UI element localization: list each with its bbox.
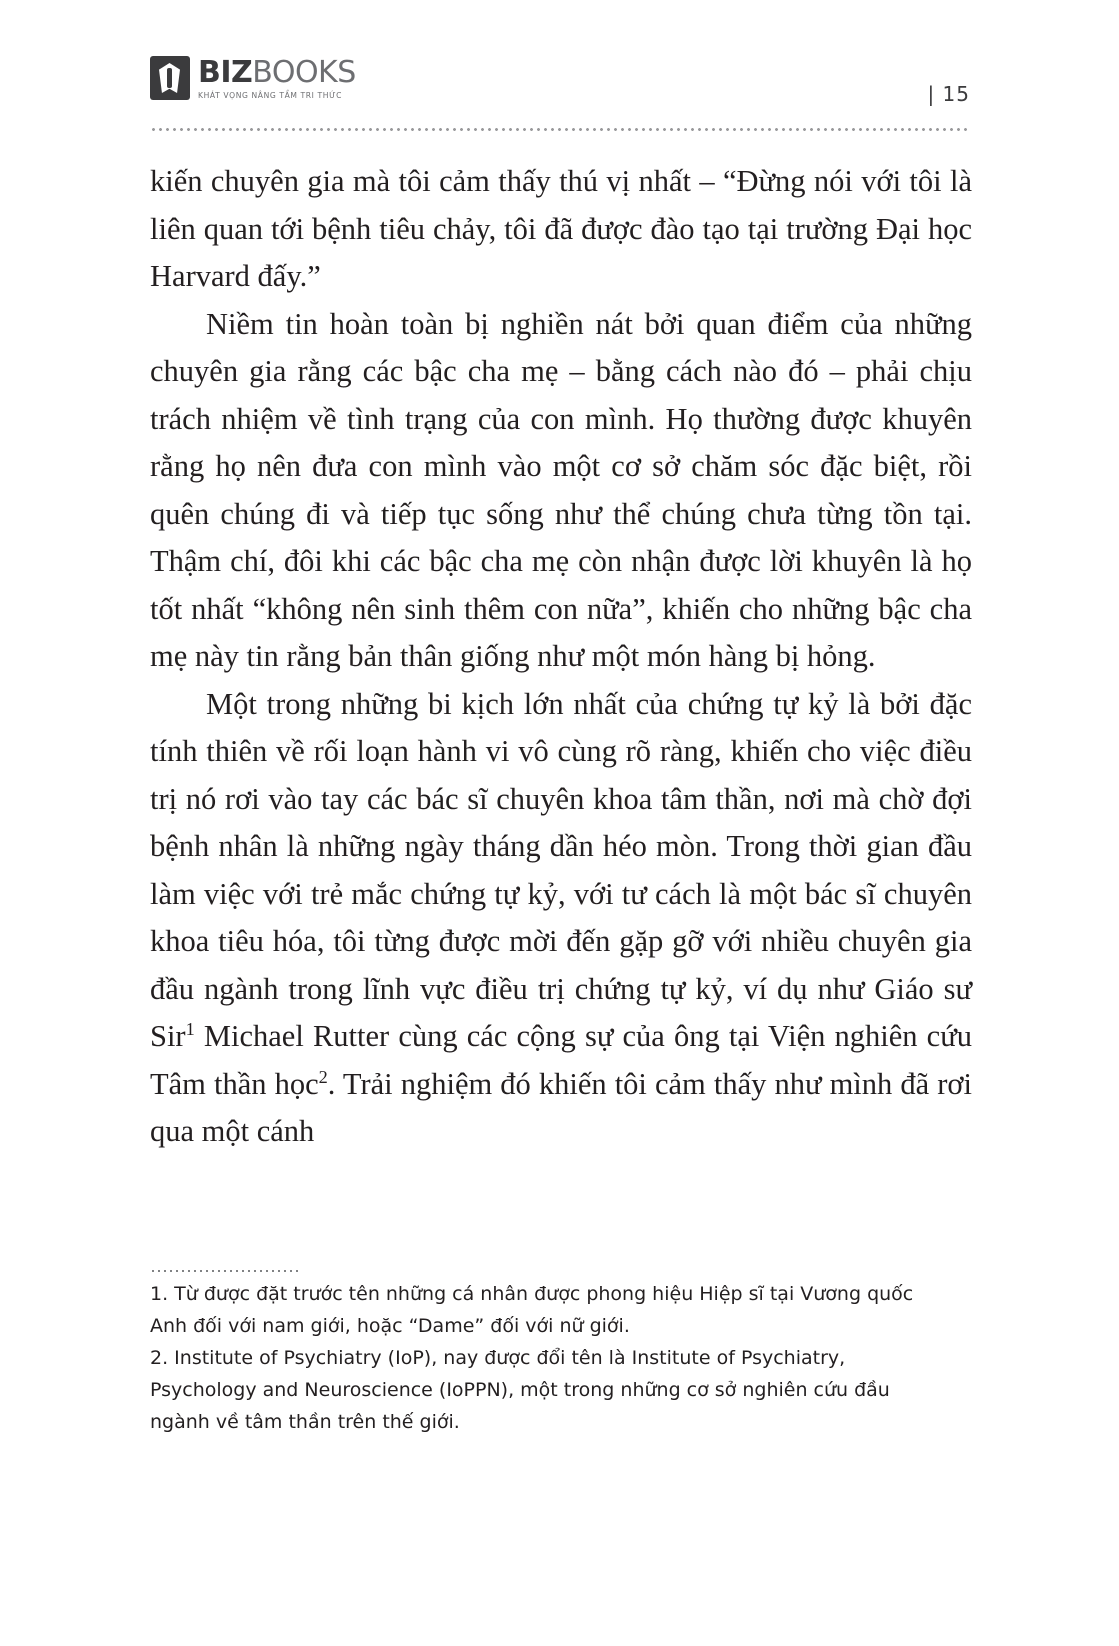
paragraph-3-part-2: Michael Rutter cùng các cộng sự của ông tại Viện nghiên cứu Tâm thần học	[150, 1019, 972, 1101]
logo-tagline: KHÁT VỌNG NÂNG TẦM TRI THỨC	[198, 91, 343, 100]
logo-title-books: BOOKS	[252, 55, 356, 90]
paragraph-1: kiến chuyên gia mà tôi cảm thấy thú vị nhất – “Đừng nói với tôi là liên quan tới bệnh tiêu chảy, tôi đã được đào tạo tại trường Đại học Harvard đấy.”	[150, 164, 972, 293]
header-divider	[150, 124, 970, 131]
logo-title-biz: BIZ	[198, 55, 253, 90]
book-logo-icon	[150, 56, 190, 100]
bizbooks-logo	[150, 56, 356, 100]
footnote-2: 2. Institute of Psychiatry (IoP), nay được đổi tên là Institute of Psychiatry, Psychology and Neuroscience (IoPPN), một trong những cơ sở nghiên cứu đầu ngành về tâm thần trên thế giới.	[150, 1347, 890, 1433]
footnote-divider	[150, 1266, 300, 1272]
page-header	[150, 56, 970, 118]
logo-text-block	[198, 56, 356, 100]
paragraph-3-part-1: Một trong những bi kịch lớn nhất của chứng tự kỷ là bởi đặc tính thiên về rối loạn hành vi vô cùng rõ ràng, khiến cho việc điều trị nó rơi vào tay các bác sĩ chuyên khoa tâm thần, nơi mà chờ đợi bệnh nhân là những ngày tháng dần héo mòn. Trong thời gian đầu làm việc với trẻ mắc chứng tự kỷ, với tư cách là một bác sĩ chuyên khoa tiêu hóa, tôi từng được mời đến gặp gỡ với nhiều chuyên gia đầu ngành trong lĩnh vực điều trị chứng tự kỷ, ví dụ như Giáo sư Sir	[150, 686, 972, 1053]
footnote-1: 1. Từ được đặt trước tên những cá nhân được phong hiệu Hiệp sĩ tại Vương quốc Anh đối với nam giới, hoặc “Dame” đối với nữ giới.	[150, 1283, 914, 1337]
footnote-ref-1: 1	[185, 1018, 195, 1039]
page-body	[150, 158, 972, 1156]
footnote-ref-2: 2	[318, 1066, 328, 1087]
page-number: | 15	[927, 82, 970, 106]
paragraph-2: Niềm tin hoàn toàn bị nghiền nát bởi quan điểm của những chuyên gia rằng các bậc cha mẹ – bằng cách nào đó – phải chịu trách nhiệm về tình trạng của con mình. Họ thường được khuyên rằng họ nên đưa con mình vào một cơ sở chăm sóc đặc biệt, rồi quên chúng đi và tiếp tục sống như thể chúng chưa từng tồn tại. Thậm chí, đôi khi các bậc cha mẹ còn nhận được lời khuyên là họ tốt nhất “không nên sinh thêm con nữa”, khiến cho những bậc cha mẹ này tin rằng bản thân giống như một món hàng bị hỏng.	[150, 306, 972, 673]
footnote-block	[150, 1278, 940, 1438]
logo-title	[198, 55, 356, 90]
paragraph-3-part-3: . Trải nghiệm đó khiến tôi cảm thấy như mình đã rơi qua một cánh	[150, 1066, 972, 1148]
paragraph-3	[150, 681, 972, 1156]
